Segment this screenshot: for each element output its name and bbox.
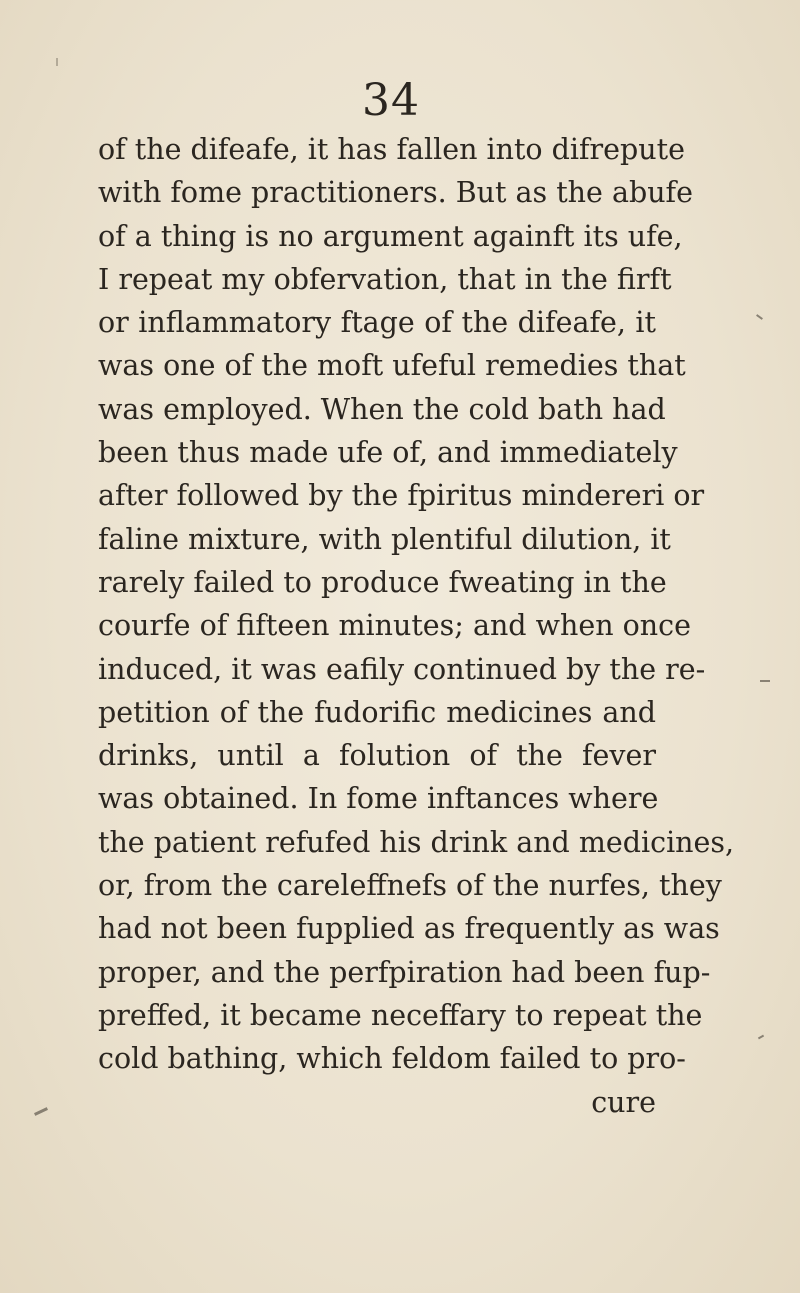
margin-mark (56, 58, 58, 66)
margin-mark (760, 680, 770, 682)
text-line: the patient refufed his drink and medicines, (98, 825, 735, 859)
text-line: was employed. When the cold bath had (98, 392, 666, 426)
page-number: 34 (362, 75, 420, 126)
margin-mark (758, 1035, 764, 1040)
catchword: cure (591, 1085, 656, 1119)
text-line: or inflammatory ftage of the difeafe, it (98, 306, 656, 340)
body-text (98, 128, 735, 1124)
margin-mark (34, 1107, 48, 1116)
text-line: of a thing is no argument againft its ufe, (98, 219, 683, 253)
text-line: induced, it was eafily continued by the re- (98, 652, 706, 686)
text-line: drinks, until a folution of the fever (98, 739, 656, 773)
text-line: I repeat my obfervation, that in the firft (98, 262, 672, 296)
text-line: rarely failed to produce fweating in the (98, 565, 667, 599)
text-line: of the difeafe, it has fallen into difrepute (98, 133, 685, 166)
text-line: was obtained. In fome inftances where (98, 782, 659, 816)
text-line: courfe of fifteen minutes; and when once (98, 609, 691, 643)
text-line: faline mixture, with plentiful dilution, it (98, 522, 671, 556)
text-line: petition of the fudorific medicines and (98, 695, 656, 729)
text-line: was one of the moft ufeful remedies that (98, 349, 686, 383)
text-line: with fome practitioners. But as the abufe (98, 176, 693, 210)
text-line: cold bathing, which feldom failed to pro- (98, 1042, 686, 1076)
margin-mark (756, 314, 763, 320)
text-line: had not been fupplied as frequently as was (98, 912, 720, 946)
text-line: or, from the careleffnefs of the nurfes, they (98, 869, 722, 903)
text-line: after followed by the fpiritus mindereri or (98, 479, 705, 513)
text-line: been thus made ufe of, and immediately (98, 436, 678, 470)
text-line: proper, and the perfpiration had been fup- (98, 955, 711, 989)
text-line: preffed, it became neceffary to repeat the (98, 998, 703, 1032)
